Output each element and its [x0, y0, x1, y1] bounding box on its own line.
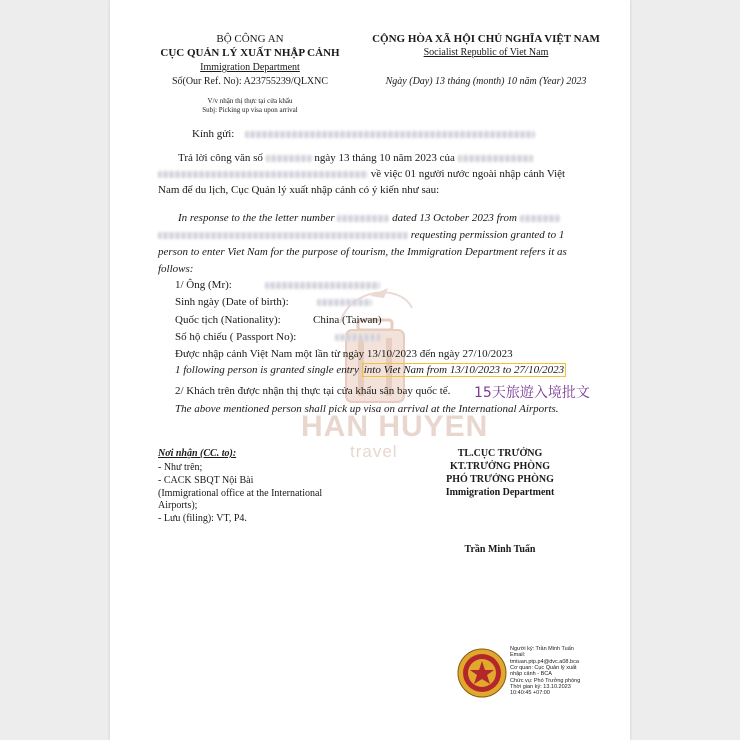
recipient-line: - Như trên; [158, 462, 203, 473]
vn-text: về việc 01 người nước ngoài nhập cảnh Việt [370, 168, 566, 180]
highlighted-validity: into Viet Nam from 13/10/2023 to 27/10/2023 [363, 364, 565, 376]
person-name-label: 1/ Ông (Mr): [175, 279, 232, 291]
recipient-line: (Immigrational office at the International [158, 488, 323, 499]
redacted-number [266, 155, 312, 162]
entry-permission-en [175, 364, 566, 376]
watermark-sub: travel [350, 442, 398, 461]
recipient-line: - CACK SBQT Nội Bài [158, 475, 254, 486]
signer-title-1: TL.CỤC TRƯỞNG [457, 448, 543, 459]
redacted-company [520, 215, 560, 222]
redacted-name [265, 282, 380, 289]
reference-number: Số(Our Ref. No): A23755239/QLXNC [171, 76, 329, 87]
dob-label: Sinh ngày (Date of birth): [175, 296, 289, 308]
digital-signature-line: 10:40:45 +07:00 [510, 690, 550, 696]
digital-signature-line: Chức vụ: Phó Trưởng phòng [510, 678, 581, 684]
entry-en-text: 1 following person is granted single entry [175, 364, 362, 376]
vn-paragraph-line-1 [178, 152, 533, 164]
nationality-value: China (Taiwan) [313, 314, 382, 326]
digital-signature-line: nhập cảnh - BCA [510, 671, 552, 677]
digital-signature-line: Người ký: Trần Minh Tuấn [510, 646, 574, 652]
subject-vn: V/v nhận thị thực tại cửa khẩu [207, 97, 293, 105]
redacted-company [458, 155, 533, 162]
redacted-number [337, 215, 389, 222]
en-paragraph-line-3: person to enter Viet Nam for the purpose of tourism, the Immigration Department refers it as [158, 246, 567, 258]
redacted-dob [317, 299, 372, 306]
pickup-vn: 2/ Khách trên được nhận thị thực tại cửa khẩu sân bay quốc tế. [175, 385, 451, 397]
en-text: dated 13 October 2023 from [392, 212, 517, 224]
recipient-line: Airports); [158, 500, 198, 511]
signer-title-2: KT.TRƯỞNG PHÒNG [450, 461, 550, 472]
digital-signature-line: tmtuan.ptp.p4@dvc.a08.bca [510, 659, 579, 665]
redacted-passport [335, 334, 380, 341]
pickup-en: The above mentioned person shall pick up visa on arrival at the International Airports. [175, 403, 559, 415]
vn-text: Trả lời công văn số [178, 152, 263, 164]
nationality-row [175, 314, 281, 326]
en-text: In response to the the letter number [178, 212, 335, 224]
department-name-en: Immigration Department [200, 62, 300, 73]
digital-signature-line: Thời gian ký: 13.10.2023 [510, 684, 571, 690]
redacted-recipient [245, 131, 535, 138]
en-text: requesting permission granted to 1 [410, 229, 565, 241]
redacted-company [158, 171, 368, 178]
vn-paragraph-line-3: Nam để du lịch, Cục Quản lý xuất nhập cảnh có ý kiến như sau: [158, 184, 440, 196]
signer-name: Trần Minh Tuấn [464, 544, 536, 555]
digital-signature-line: Cơ quan: Cục Quản lý xuất [510, 665, 577, 671]
entry-permission-vn: Được nhập cảnh Việt Nam một lần từ ngày 13/10/2023 đến ngày 27/10/2023 [175, 348, 513, 360]
signer-department: Immigration Department [445, 487, 555, 498]
en-paragraph-line-4: follows: [158, 263, 194, 275]
signer-title-3: PHÓ TRƯỞNG PHÒNG [446, 474, 554, 485]
passport-row [175, 331, 380, 343]
person-name-row [175, 279, 380, 291]
chinese-annotation: 15天旅遊入境批文 [474, 385, 590, 401]
watermark-brand: HAN HUYEN [301, 410, 489, 443]
dob-row [175, 296, 372, 308]
country-name-en: Socialist Republic of Viet Nam [423, 47, 549, 58]
document-date: Ngày (Day) 13 tháng (month) 10 năm (Year) 2023 [385, 76, 587, 87]
official-seal-icon [457, 648, 507, 698]
vn-text: ngày 13 tháng 10 năm 2023 của [314, 152, 455, 164]
recipients-title: Nơi nhận (CC. to): [158, 448, 237, 459]
greeting-label: Kính gửi: [192, 128, 235, 140]
department-name: CỤC QUẢN LÝ XUẤT NHẬP CẢNH [160, 47, 340, 59]
vn-paragraph-line-2 [158, 168, 565, 180]
recipient-line: - Lưu (filing): VT, P4. [158, 513, 247, 524]
en-paragraph-line-1 [178, 212, 560, 224]
ministry-name: BỘ CÔNG AN [216, 33, 284, 45]
passport-label: Số hộ chiếu ( Passport No): [175, 331, 297, 343]
greeting [192, 128, 535, 140]
country-name: CỘNG HÒA XÃ HỘI CHỦ NGHĨA VIỆT NAM [372, 33, 600, 45]
en-paragraph-line-2 [158, 229, 564, 241]
nationality-label: Quốc tịch (Nationality): [175, 314, 281, 326]
redacted-company [158, 232, 408, 239]
subject-en: Subj: Picking up visa upon arrival [202, 106, 298, 114]
digital-signature-line: Email: [510, 652, 526, 658]
